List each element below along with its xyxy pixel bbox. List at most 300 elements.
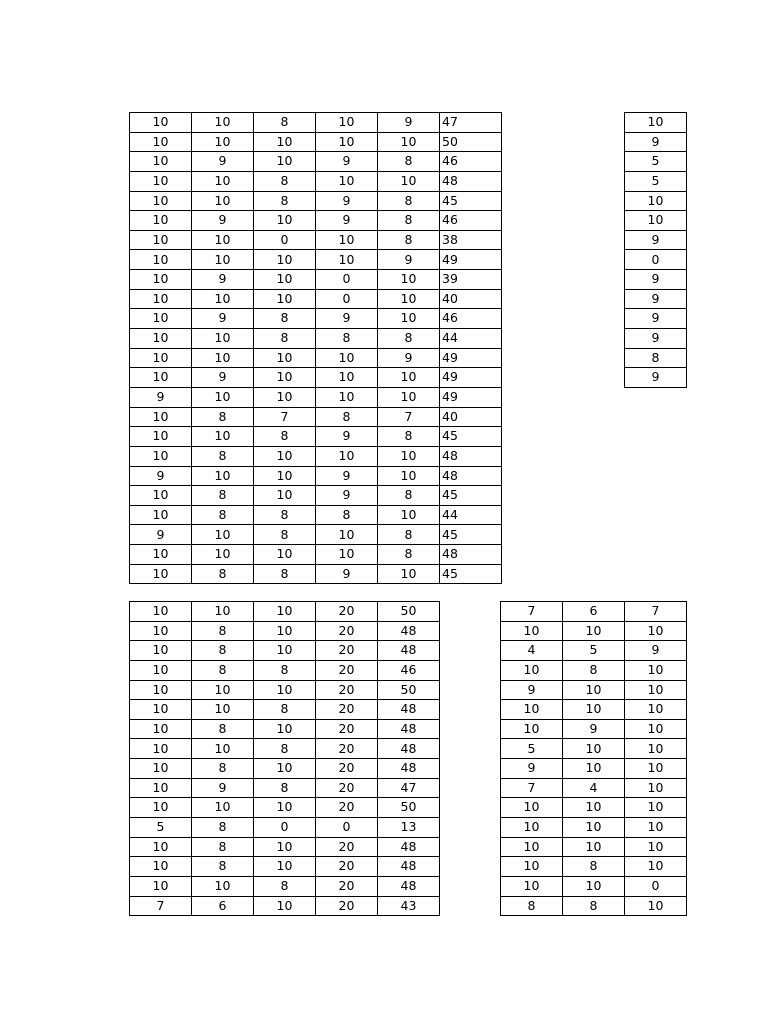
table-row — [625, 132, 687, 152]
score-table-bottom-left — [129, 601, 440, 916]
score-cell: 10 — [378, 289, 440, 309]
score-cell: 5 — [130, 818, 192, 838]
score-cell: 10 — [130, 719, 192, 739]
score-cell: 10 — [130, 641, 192, 661]
table-row — [501, 837, 687, 857]
score-cell: 10 — [192, 427, 254, 447]
score-cell: 9 — [378, 348, 440, 368]
total-cell: 46 — [440, 309, 502, 329]
score-cell: 8 — [192, 505, 254, 525]
score-cell: 10 — [625, 778, 687, 798]
score-cell: 10 — [563, 739, 625, 759]
score-cell: 7 — [130, 896, 192, 916]
score-cell: 5 — [501, 739, 563, 759]
score-cell: 8 — [563, 857, 625, 877]
score-cell: 10 — [130, 778, 192, 798]
score-cell: 20 — [316, 641, 378, 661]
total-cell: 49 — [440, 368, 502, 388]
score-cell: 10 — [254, 132, 316, 152]
score-cell: 10 — [192, 191, 254, 211]
score-table-side — [624, 112, 687, 388]
table-row — [625, 348, 687, 368]
table-row — [501, 660, 687, 680]
score-cell: 10 — [130, 407, 192, 427]
score-cell: 8 — [254, 778, 316, 798]
score-cell: 10 — [378, 387, 440, 407]
table-row — [130, 857, 440, 877]
table-row — [130, 621, 440, 641]
score-cell: 10 — [130, 564, 192, 584]
score-cell: 10 — [501, 818, 563, 838]
score-cell: 48 — [378, 719, 440, 739]
score-cell: 9 — [625, 329, 687, 349]
score-cell: 7 — [501, 602, 563, 622]
total-cell: 44 — [440, 505, 502, 525]
score-cell: 8 — [192, 837, 254, 857]
total-cell: 49 — [440, 348, 502, 368]
score-cell: 10 — [378, 466, 440, 486]
table-row — [130, 602, 440, 622]
table-row — [130, 778, 440, 798]
score-cell: 8 — [192, 486, 254, 506]
table-row — [130, 505, 502, 525]
score-cell: 8 — [192, 857, 254, 877]
score-cell: 8 — [378, 525, 440, 545]
score-cell: 5 — [625, 171, 687, 191]
score-cell: 0 — [625, 876, 687, 896]
table-row — [130, 719, 440, 739]
score-table-bottom-right — [500, 601, 687, 916]
score-cell: 10 — [625, 818, 687, 838]
table-row — [130, 309, 502, 329]
score-cell: 10 — [501, 621, 563, 641]
score-cell: 10 — [130, 876, 192, 896]
table-row — [501, 602, 687, 622]
table-row — [130, 113, 502, 133]
score-cell: 10 — [192, 545, 254, 565]
score-cell: 10 — [130, 230, 192, 250]
score-cell: 10 — [192, 289, 254, 309]
score-cell: 7 — [378, 407, 440, 427]
score-cell: 9 — [563, 719, 625, 739]
score-cell: 8 — [254, 505, 316, 525]
table-row — [625, 211, 687, 231]
score-cell: 10 — [378, 270, 440, 290]
score-cell: 8 — [378, 545, 440, 565]
score-cell: 10 — [130, 739, 192, 759]
score-cell: 10 — [254, 621, 316, 641]
table-row — [130, 289, 502, 309]
score-cell: 9 — [316, 211, 378, 231]
score-cell: 10 — [378, 564, 440, 584]
score-cell: 8 — [192, 719, 254, 739]
score-cell: 8 — [378, 230, 440, 250]
score-cell: 10 — [501, 857, 563, 877]
score-cell: 48 — [378, 700, 440, 720]
score-cell: 9 — [501, 680, 563, 700]
score-cell: 10 — [563, 837, 625, 857]
score-cell: 8 — [192, 641, 254, 661]
table-row — [501, 680, 687, 700]
table-row — [501, 759, 687, 779]
table-row — [130, 466, 502, 486]
total-cell: 50 — [440, 132, 502, 152]
score-cell: 10 — [192, 700, 254, 720]
score-cell: 50 — [378, 680, 440, 700]
score-cell: 8 — [254, 525, 316, 545]
score-cell: 8 — [192, 621, 254, 641]
table-row — [130, 739, 440, 759]
score-cell: 10 — [130, 798, 192, 818]
score-cell: 10 — [254, 466, 316, 486]
score-cell: 10 — [130, 545, 192, 565]
score-cell: 0 — [254, 818, 316, 838]
score-cell: 20 — [316, 837, 378, 857]
score-cell: 10 — [130, 680, 192, 700]
score-cell: 10 — [563, 876, 625, 896]
score-cell: 10 — [130, 700, 192, 720]
score-cell: 10 — [192, 250, 254, 270]
score-cell: 8 — [316, 407, 378, 427]
table-row — [130, 329, 502, 349]
table-row — [625, 152, 687, 172]
score-cell: 6 — [192, 896, 254, 916]
score-cell: 9 — [625, 132, 687, 152]
score-cell: 10 — [254, 211, 316, 231]
score-cell: 10 — [192, 739, 254, 759]
score-cell: 10 — [130, 427, 192, 447]
score-cell: 10 — [130, 348, 192, 368]
score-cell: 10 — [316, 171, 378, 191]
table-row — [130, 250, 502, 270]
score-cell: 10 — [316, 113, 378, 133]
score-cell: 20 — [316, 621, 378, 641]
score-cell: 48 — [378, 876, 440, 896]
score-cell: 10 — [501, 837, 563, 857]
score-cell: 10 — [130, 621, 192, 641]
score-cell: 8 — [254, 564, 316, 584]
score-cell: 20 — [316, 719, 378, 739]
score-cell: 8 — [254, 329, 316, 349]
score-cell: 10 — [254, 250, 316, 270]
table-row — [130, 798, 440, 818]
score-cell: 10 — [130, 152, 192, 172]
score-cell: 9 — [625, 289, 687, 309]
table-row — [130, 896, 440, 916]
score-cell: 10 — [316, 368, 378, 388]
score-cell: 10 — [130, 446, 192, 466]
score-cell: 10 — [130, 602, 192, 622]
score-cell: 10 — [316, 348, 378, 368]
score-cell: 9 — [316, 309, 378, 329]
score-cell: 10 — [192, 132, 254, 152]
table-row — [501, 818, 687, 838]
table-row — [501, 621, 687, 641]
score-cell: 10 — [625, 837, 687, 857]
score-cell: 8 — [378, 329, 440, 349]
score-cell: 10 — [625, 211, 687, 231]
score-cell: 9 — [316, 152, 378, 172]
total-cell: 49 — [440, 250, 502, 270]
score-cell: 48 — [378, 857, 440, 877]
table-row — [130, 152, 502, 172]
score-cell: 10 — [625, 719, 687, 739]
table-row — [130, 132, 502, 152]
table-row — [625, 270, 687, 290]
total-cell: 39 — [440, 270, 502, 290]
score-cell: 10 — [254, 602, 316, 622]
total-cell: 47 — [440, 113, 502, 133]
total-cell: 45 — [440, 191, 502, 211]
score-cell: 10 — [501, 719, 563, 739]
score-cell: 10 — [625, 739, 687, 759]
table-row — [501, 719, 687, 739]
table-row — [130, 191, 502, 211]
total-cell: 45 — [440, 427, 502, 447]
table-row — [130, 446, 502, 466]
table-row — [130, 545, 502, 565]
score-cell: 48 — [378, 759, 440, 779]
score-cell: 10 — [130, 857, 192, 877]
score-cell: 10 — [563, 798, 625, 818]
score-cell: 7 — [501, 778, 563, 798]
score-cell: 10 — [254, 837, 316, 857]
score-cell: 9 — [316, 486, 378, 506]
score-cell: 10 — [316, 132, 378, 152]
table-row — [625, 250, 687, 270]
score-cell: 9 — [130, 525, 192, 545]
score-cell: 10 — [254, 641, 316, 661]
table-row — [130, 759, 440, 779]
total-cell: 40 — [440, 289, 502, 309]
score-cell: 10 — [625, 896, 687, 916]
table-row — [130, 700, 440, 720]
score-cell: 5 — [563, 641, 625, 661]
score-cell: 10 — [563, 818, 625, 838]
total-cell: 48 — [440, 466, 502, 486]
score-cell: 8 — [378, 211, 440, 231]
score-cell: 20 — [316, 778, 378, 798]
score-cell: 9 — [192, 270, 254, 290]
score-cell: 10 — [254, 270, 316, 290]
score-cell: 10 — [192, 602, 254, 622]
score-cell: 8 — [192, 759, 254, 779]
table-row — [501, 700, 687, 720]
table-row — [130, 230, 502, 250]
score-cell: 10 — [254, 857, 316, 877]
table-row — [130, 818, 440, 838]
score-cell: 0 — [625, 250, 687, 270]
score-cell: 10 — [625, 660, 687, 680]
table-row — [130, 641, 440, 661]
score-cell: 10 — [501, 876, 563, 896]
total-cell: 44 — [440, 329, 502, 349]
score-cell: 8 — [378, 191, 440, 211]
score-cell: 0 — [316, 270, 378, 290]
table-row — [625, 191, 687, 211]
score-cell: 20 — [316, 660, 378, 680]
score-cell: 10 — [130, 132, 192, 152]
score-cell: 9 — [501, 759, 563, 779]
total-cell: 45 — [440, 486, 502, 506]
score-cell: 20 — [316, 759, 378, 779]
score-cell: 4 — [563, 778, 625, 798]
score-cell: 20 — [316, 896, 378, 916]
score-cell: 5 — [625, 152, 687, 172]
total-cell: 45 — [440, 525, 502, 545]
score-cell: 10 — [316, 545, 378, 565]
score-cell: 10 — [130, 329, 192, 349]
score-cell: 8 — [254, 700, 316, 720]
score-cell: 8 — [192, 407, 254, 427]
score-cell: 20 — [316, 876, 378, 896]
score-cell: 10 — [254, 798, 316, 818]
table-row — [130, 486, 502, 506]
table-row — [130, 564, 502, 584]
score-cell: 10 — [625, 798, 687, 818]
table-row — [130, 525, 502, 545]
score-cell: 10 — [254, 152, 316, 172]
score-cell: 10 — [378, 171, 440, 191]
score-cell: 10 — [192, 329, 254, 349]
score-cell: 10 — [130, 486, 192, 506]
score-cell: 10 — [192, 680, 254, 700]
score-cell: 20 — [316, 798, 378, 818]
score-cell: 48 — [378, 621, 440, 641]
score-cell: 10 — [625, 191, 687, 211]
score-cell: 9 — [192, 152, 254, 172]
score-cell: 8 — [192, 564, 254, 584]
score-cell: 46 — [378, 660, 440, 680]
score-cell: 9 — [625, 309, 687, 329]
table-row — [501, 739, 687, 759]
table-row — [130, 270, 502, 290]
score-cell: 8 — [501, 896, 563, 916]
total-cell: 46 — [440, 211, 502, 231]
score-cell: 10 — [254, 680, 316, 700]
score-cell: 10 — [254, 545, 316, 565]
table-row — [625, 113, 687, 133]
score-cell: 0 — [316, 818, 378, 838]
score-cell: 10 — [130, 270, 192, 290]
table-row — [130, 680, 440, 700]
score-cell: 10 — [501, 660, 563, 680]
score-cell: 8 — [316, 329, 378, 349]
score-cell: 8 — [563, 896, 625, 916]
table-row — [130, 427, 502, 447]
score-cell: 8 — [378, 486, 440, 506]
score-cell: 9 — [625, 230, 687, 250]
score-cell: 9 — [625, 270, 687, 290]
table-row — [625, 309, 687, 329]
score-cell: 48 — [378, 739, 440, 759]
score-cell: 10 — [130, 171, 192, 191]
score-cell: 10 — [316, 525, 378, 545]
score-cell: 10 — [625, 113, 687, 133]
score-cell: 8 — [254, 171, 316, 191]
score-cell: 10 — [563, 700, 625, 720]
score-cell: 47 — [378, 778, 440, 798]
score-cell: 8 — [254, 660, 316, 680]
score-cell: 10 — [316, 446, 378, 466]
score-cell: 10 — [254, 719, 316, 739]
score-cell: 10 — [378, 132, 440, 152]
score-cell: 9 — [316, 191, 378, 211]
score-cell: 10 — [501, 700, 563, 720]
score-cell: 20 — [316, 857, 378, 877]
score-cell: 50 — [378, 798, 440, 818]
score-cell: 20 — [316, 739, 378, 759]
score-cell: 10 — [130, 660, 192, 680]
score-cell: 9 — [378, 113, 440, 133]
score-cell: 10 — [563, 680, 625, 700]
score-cell: 10 — [130, 309, 192, 329]
score-cell: 10 — [501, 798, 563, 818]
score-cell: 10 — [192, 171, 254, 191]
score-cell: 10 — [192, 113, 254, 133]
score-cell: 8 — [378, 152, 440, 172]
table-row — [130, 837, 440, 857]
score-cell: 8 — [192, 660, 254, 680]
table-row — [501, 896, 687, 916]
score-cell: 10 — [254, 368, 316, 388]
score-cell: 10 — [625, 700, 687, 720]
score-cell: 10 — [254, 486, 316, 506]
table-row — [130, 348, 502, 368]
score-cell: 48 — [378, 641, 440, 661]
score-cell: 8 — [563, 660, 625, 680]
score-cell: 9 — [192, 778, 254, 798]
score-cell: 9 — [192, 368, 254, 388]
score-table-main — [129, 112, 502, 584]
score-cell: 8 — [254, 191, 316, 211]
score-cell: 43 — [378, 896, 440, 916]
score-cell: 10 — [254, 348, 316, 368]
score-cell: 8 — [192, 818, 254, 838]
table-row — [130, 211, 502, 231]
score-cell: 6 — [563, 602, 625, 622]
score-cell: 10 — [130, 368, 192, 388]
score-cell: 10 — [130, 113, 192, 133]
score-cell: 10 — [192, 348, 254, 368]
score-cell: 9 — [192, 309, 254, 329]
total-cell: 45 — [440, 564, 502, 584]
score-cell: 10 — [130, 211, 192, 231]
table-row — [501, 798, 687, 818]
total-cell: 48 — [440, 446, 502, 466]
total-cell: 48 — [440, 171, 502, 191]
total-cell: 38 — [440, 230, 502, 250]
score-cell: 10 — [378, 309, 440, 329]
score-cell: 10 — [192, 466, 254, 486]
table-row — [625, 289, 687, 309]
score-cell: 9 — [378, 250, 440, 270]
table-row — [625, 368, 687, 388]
table-row — [501, 876, 687, 896]
score-cell: 0 — [316, 289, 378, 309]
total-cell: 40 — [440, 407, 502, 427]
score-cell: 0 — [254, 230, 316, 250]
score-cell: 9 — [130, 466, 192, 486]
total-cell: 49 — [440, 387, 502, 407]
total-cell: 48 — [440, 545, 502, 565]
score-cell: 10 — [254, 387, 316, 407]
score-cell: 9 — [316, 564, 378, 584]
score-cell: 10 — [625, 680, 687, 700]
score-cell: 20 — [316, 700, 378, 720]
table-row — [501, 778, 687, 798]
score-cell: 8 — [254, 739, 316, 759]
